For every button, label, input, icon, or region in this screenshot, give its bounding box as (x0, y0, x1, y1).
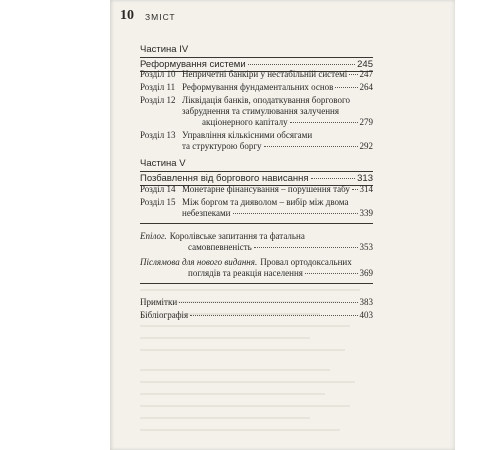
leader-dots (179, 302, 357, 303)
toc-entry (140, 130, 373, 141)
chapter-number: Розділ 14 (140, 184, 176, 194)
afterword-title-line: поглядів та реакція населення (188, 268, 303, 278)
epilogue-title-line: Королівське запитання та фатальна (169, 231, 305, 241)
toc-entry-continuation (140, 208, 373, 219)
section-divider (140, 223, 373, 224)
page-ref: 314 (359, 184, 373, 194)
chapter-title-line: та структурою боргу (182, 141, 262, 151)
page-ref: 247 (359, 69, 373, 79)
toc-entry (140, 197, 373, 208)
chapter-number: Розділ 10 (140, 69, 176, 79)
leader-dots (352, 189, 358, 190)
toc-entry (140, 257, 373, 268)
chapter-title-line: Ліквідація банків, оподаткування боргового (182, 95, 350, 105)
leader-dots (233, 213, 358, 214)
leader-dots (190, 315, 357, 316)
leader-dots (248, 64, 355, 65)
page-ref: 245 (357, 59, 373, 70)
afterword-title-line: Провал ортодоксальних (260, 257, 352, 267)
page-ref: 279 (359, 117, 373, 127)
part-label: Частина IV (140, 44, 189, 55)
part-label: Частина V (140, 158, 186, 169)
toc-entry-continuation (140, 106, 373, 117)
toc-entry (140, 82, 373, 93)
chapter-title-line: Управління кількісними обсягами (182, 130, 313, 140)
toc-entry-continuation (140, 242, 373, 253)
leader-dots (254, 247, 358, 248)
page-ref: 353 (359, 242, 373, 252)
page-ref: 339 (359, 208, 373, 218)
page-ref: 264 (359, 82, 373, 92)
page-ref: 403 (359, 310, 373, 320)
chapter-number: Розділ 15 (140, 197, 176, 207)
leader-dots (305, 273, 358, 274)
notes-label: Примітки (140, 297, 178, 307)
page-number: 10 (120, 8, 134, 23)
running-header: ЗМІСТ (145, 12, 176, 22)
page-ref: 369 (359, 268, 373, 278)
toc-entry-continuation (140, 268, 373, 279)
page-ref: 292 (359, 141, 373, 151)
toc-entry-continuation (140, 117, 373, 128)
leader-dots (335, 87, 357, 88)
leader-dots (311, 178, 356, 179)
toc-entry (140, 310, 373, 321)
page-ref: 313 (357, 173, 373, 184)
part-heading (140, 158, 373, 186)
chapter-title-line: Між боргом та дияволом – вибір між двома (182, 197, 349, 207)
toc-entry (140, 69, 373, 80)
page-ref: 383 (359, 297, 373, 307)
afterword-label: Післямова для нового видання. (140, 257, 258, 267)
chapter-title-line: небезпеками (182, 208, 231, 218)
epilogue-title-line: самовпевненість (188, 242, 252, 252)
toc-entry (140, 231, 373, 242)
bibliography-label: Бібліографія (140, 310, 189, 320)
chapter-title: Реформування фундаментальних основ (182, 82, 334, 92)
part-title: Реформування системи (140, 59, 246, 70)
epilogue-label: Епілог. (140, 231, 167, 241)
leader-dots (290, 122, 358, 123)
toc-entry (140, 184, 373, 195)
leader-dots (264, 146, 358, 147)
part-heading (140, 44, 373, 72)
chapter-title-line: акціонерного капіталу (202, 117, 288, 127)
part-title: Позбавлення від боргового нависання (140, 173, 309, 184)
toc-entry (140, 95, 373, 106)
chapter-title: Монетарне фінансування – порушення табу (182, 184, 350, 194)
chapter-number: Розділ 13 (140, 130, 176, 140)
leader-dots (349, 74, 357, 75)
toc-entry-continuation (140, 141, 373, 152)
chapter-title-line: забруднення та стимулювання залучення (182, 106, 339, 116)
toc-entry (140, 297, 373, 308)
section-divider (140, 283, 373, 284)
chapter-title: Непричетні банкіри у нестабільній системі (182, 69, 348, 79)
chapter-number: Розділ 11 (140, 82, 176, 92)
chapter-number: Розділ 12 (140, 95, 176, 105)
